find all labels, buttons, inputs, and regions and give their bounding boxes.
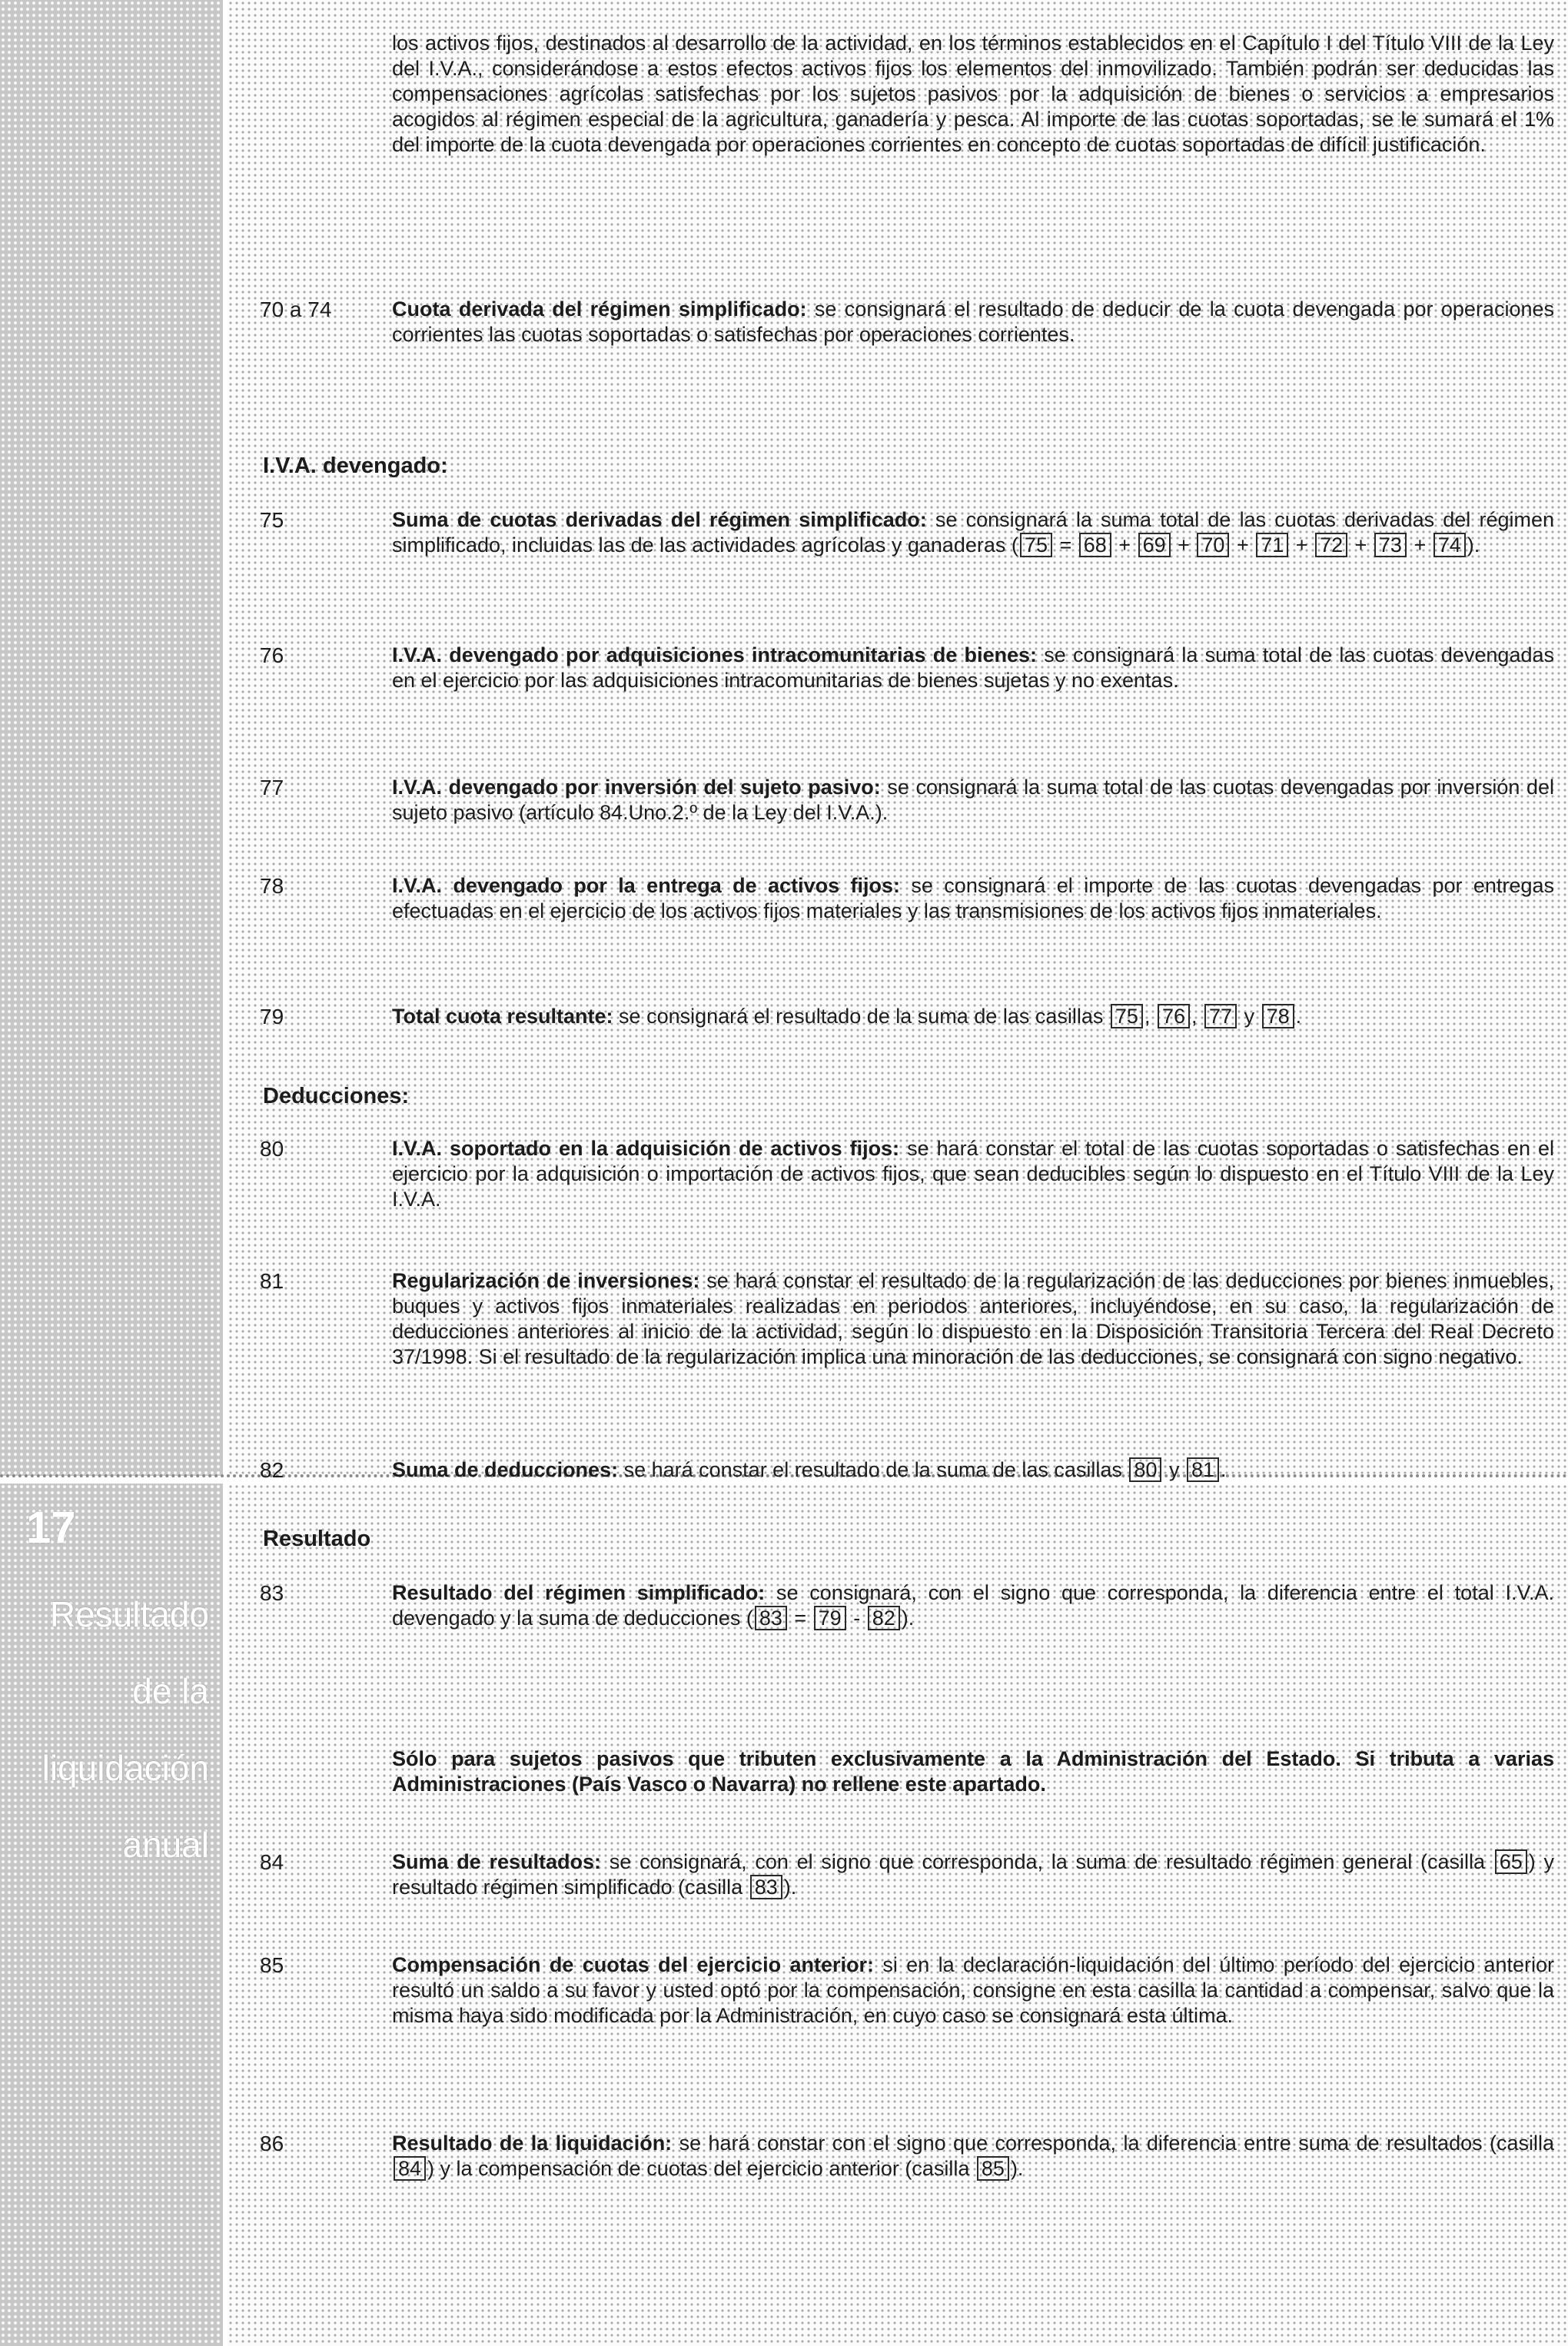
casilla-83: 83: [750, 1875, 782, 1899]
casilla-68: 68: [1079, 533, 1111, 557]
closing: .: [1295, 1005, 1302, 1028]
casilla-84: 84: [394, 2156, 426, 2181]
separator: ,: [1191, 1005, 1204, 1028]
section-title-line: Resultado: [49, 1594, 209, 1634]
section-title: [8, 1576, 209, 1883]
item-title: I.V.A. devengado por la entrega de activos fijos:: [392, 874, 900, 897]
casilla-79: 79: [814, 1606, 846, 1630]
casilla-83: 83: [755, 1606, 787, 1630]
item-text: se consignará la suma total de las cuotas derivadas del régimen simplificado, incluidas las de las actividades agrícolas y ganaderas (: [392, 508, 1554, 557]
item-number: 85: [260, 1953, 284, 1977]
item-title: Resultado del régimen simplificado:: [392, 1581, 766, 1604]
item-79: [392, 1004, 1554, 1029]
item-title: Compensación de cuotas del ejercicio anterior:: [392, 1953, 874, 1976]
operator: =: [788, 1607, 812, 1630]
item-number: 83: [260, 1581, 284, 1605]
section-note: Sólo para sujetos pasivos que tributen exclusivamente a la Administración del Estado. Si tributa a varias Administraciones (País Vasco o Navarra) no rellene este apartado.: [392, 1747, 1554, 1796]
operator: =: [1053, 533, 1078, 557]
item-number: 81: [260, 1269, 284, 1293]
operator: +: [1290, 533, 1314, 557]
operator: +: [1112, 533, 1137, 557]
item-text: se consignará la suma total de las cuotas devengadas por inversión del sujeto pasivo (artículo 84.Uno.2.º de la Ley del I.V.A.).: [392, 776, 1554, 824]
separator: y: [1238, 1005, 1261, 1028]
item-text: se consignará el resultado de la suma de las casillas: [613, 1005, 1109, 1028]
item-text: se consignará, con el signo que corresponda, la suma de resultado régimen general (casilla: [601, 1850, 1493, 1873]
closing: ).: [783, 1876, 797, 1899]
casilla-81: 81: [1187, 1457, 1219, 1482]
section-sidebar: [0, 1484, 223, 2346]
operator: +: [1407, 533, 1432, 557]
item-title: I.V.A. devengado por adquisiciones intracomunitarias de bienes:: [392, 643, 1038, 666]
item-number: 86: [260, 2132, 284, 2155]
section-title-line: liquidación: [42, 1748, 209, 1788]
item-82: [392, 1457, 1554, 1483]
casilla-76: 76: [1158, 1004, 1190, 1028]
item-77: [392, 775, 1554, 826]
item-title: Suma de cuotas derivadas del régimen simplificado:: [392, 508, 927, 531]
item-text-mid: ) y resultado régimen simplificado (casilla: [392, 1850, 1554, 1899]
item-70-74: [392, 297, 1554, 347]
casilla-75: 75: [1020, 533, 1052, 557]
item-78: [392, 873, 1554, 924]
item-text: si en la declaración-liquidación del último período del ejercicio anterior resultó un saldo a su favor y usted optó por la compensación, consigne en esta casilla la cantidad a compensar, salvo que la misma haya sido modificada por la Administración, en cuyo caso se consignará esta última.: [392, 1953, 1555, 2027]
item-84: [392, 1849, 1554, 1900]
section-title-line: de la: [132, 1671, 209, 1711]
separator: y: [1163, 1458, 1185, 1481]
closing: ).: [1010, 2157, 1024, 2180]
item-85: [392, 1952, 1554, 2029]
closing: ).: [1467, 533, 1480, 557]
item-title: I.V.A. devengado por inversión del sujeto pasivo:: [392, 776, 881, 799]
item-80: [392, 1136, 1554, 1212]
item-text: se hará constar el total de las cuotas soportadas o satisfechas en el ejercicio por la adquisición o importación de activos fijos, que sean deducibles según lo dispuesto en el Título VIII de la Ley I.V.A.: [392, 1137, 1554, 1211]
item-76: [392, 643, 1554, 693]
item-text: se consignará el importe de las cuotas devengadas por entregas efectuadas en el ejercicio de los activos fijos materiales y las transmisiones de los activos fijos inmateriales.: [392, 874, 1554, 922]
item-75: [392, 507, 1554, 558]
item-number: 84: [260, 1850, 284, 1874]
casilla-74: 74: [1433, 533, 1466, 557]
casilla-75: 75: [1111, 1004, 1143, 1028]
item-text: se consignará, con el signo que corresponda, la diferencia entre el total I.V.A. devengado y la suma de deducciones (: [392, 1581, 1554, 1630]
operator: +: [1171, 533, 1196, 557]
casilla-71: 71: [1256, 533, 1288, 557]
item-title: Total cuota resultante:: [392, 1005, 613, 1028]
item-number: 70 a 74: [260, 297, 332, 321]
casilla-85: 85: [977, 2156, 1009, 2181]
item-81: [392, 1268, 1554, 1370]
casilla-73: 73: [1374, 533, 1407, 557]
item-title: Resultado de la liquidación:: [392, 2132, 673, 2155]
item-text: se hará constar el resultado de la regularización de las deducciones por bienes inmuebles, buques y activos fijos inmateriales realizadas en periodos anteriores, incluyéndose, en su caso, la regularización de deducciones anteriores al inicio de la actividad, según lo dispuesto en la Disposición Transitoria Tercera del Real Decreto 37/1998. Si el resultado de la regularización implica una minoración de las deducciones, se consignará con signo negativo.: [392, 1269, 1555, 1368]
casilla-72: 72: [1315, 533, 1347, 557]
item-number: 76: [260, 643, 284, 667]
casilla-78: 78: [1262, 1004, 1294, 1028]
operator: -: [847, 1607, 866, 1630]
operator: +: [1231, 533, 1255, 557]
item-text: se consignará el resultado de deducir de la cuota devengada por operaciones corrientes las cuotas soportadas o satisfechas por operaciones corrientes.: [392, 297, 1554, 346]
item-title: I.V.A. soportado en la adquisición de activos fijos:: [392, 1137, 900, 1160]
casilla-69: 69: [1138, 533, 1171, 557]
item-83: [392, 1580, 1554, 1631]
casilla-70: 70: [1197, 533, 1229, 557]
closing: .: [1221, 1458, 1227, 1481]
casilla-80: 80: [1129, 1457, 1161, 1482]
section-title-line: anual: [122, 1825, 209, 1865]
item-text: se consignará la suma total de las cuotas devengadas en el ejercicio por las adquisiciones intracomunitarias de bienes sujetas y no exentas.: [392, 643, 1554, 692]
item-number: 80: [260, 1137, 284, 1161]
item-number: 75: [260, 508, 284, 532]
item-number: 78: [260, 874, 284, 898]
closing: ).: [901, 1607, 915, 1630]
item-title: Regularización de inversiones:: [392, 1269, 700, 1292]
item-title: Cuota derivada del régimen simplificado:: [392, 297, 807, 321]
casilla-77: 77: [1204, 1004, 1237, 1028]
item-title: Suma de resultados:: [392, 1850, 602, 1873]
intro-paragraph: los activos fijos, destinados al desarrollo de la actividad, en los términos establecidos en el Capítulo I del Título VIII de la Ley del I.V.A., considerándose a estos efectos activos fijos los elementos del inmovilizado. También podrán ser deducidas las compensaciones agrícolas satisfechas por los sujetos pasivos por la adquisición de bienes o servicios a empresarios acogidos al régimen especial de la agricultura, ganadería y pesca. Al importe de las cuotas soportadas, se le sumará el 1% del importe de la cuota devengada por operaciones corrientes en concepto de cuotas soportadas de difícil justificación.: [392, 32, 1554, 156]
item-text: se hará constar con el signo que corresponda, la diferencia entre suma de resultados (casilla: [672, 2132, 1554, 2155]
heading-deducciones: Deducciones:: [263, 1084, 410, 1108]
item-number: 82: [260, 1458, 284, 1482]
item-text-mid: ) y la compensación de cuotas del ejercicio anterior (casilla: [427, 2157, 975, 2180]
item-title: Suma de deducciones:: [392, 1458, 619, 1481]
casilla-65: 65: [1495, 1849, 1527, 1874]
heading-iva-devengado: I.V.A. devengado:: [263, 454, 448, 478]
item-number: 79: [260, 1005, 284, 1028]
item-text: se hará constar el resultado de la suma de las casillas: [618, 1458, 1128, 1481]
heading-resultado: Resultado: [263, 1527, 371, 1551]
operator: +: [1349, 533, 1373, 557]
casilla-82: 82: [868, 1606, 900, 1630]
sidebar-top: [0, 0, 223, 1476]
separator: ,: [1144, 1005, 1156, 1028]
section-number: 17: [26, 1503, 76, 1553]
main-content-top: [228, 0, 1568, 1476]
item-86: [392, 2131, 1554, 2182]
item-number: 77: [260, 776, 284, 799]
